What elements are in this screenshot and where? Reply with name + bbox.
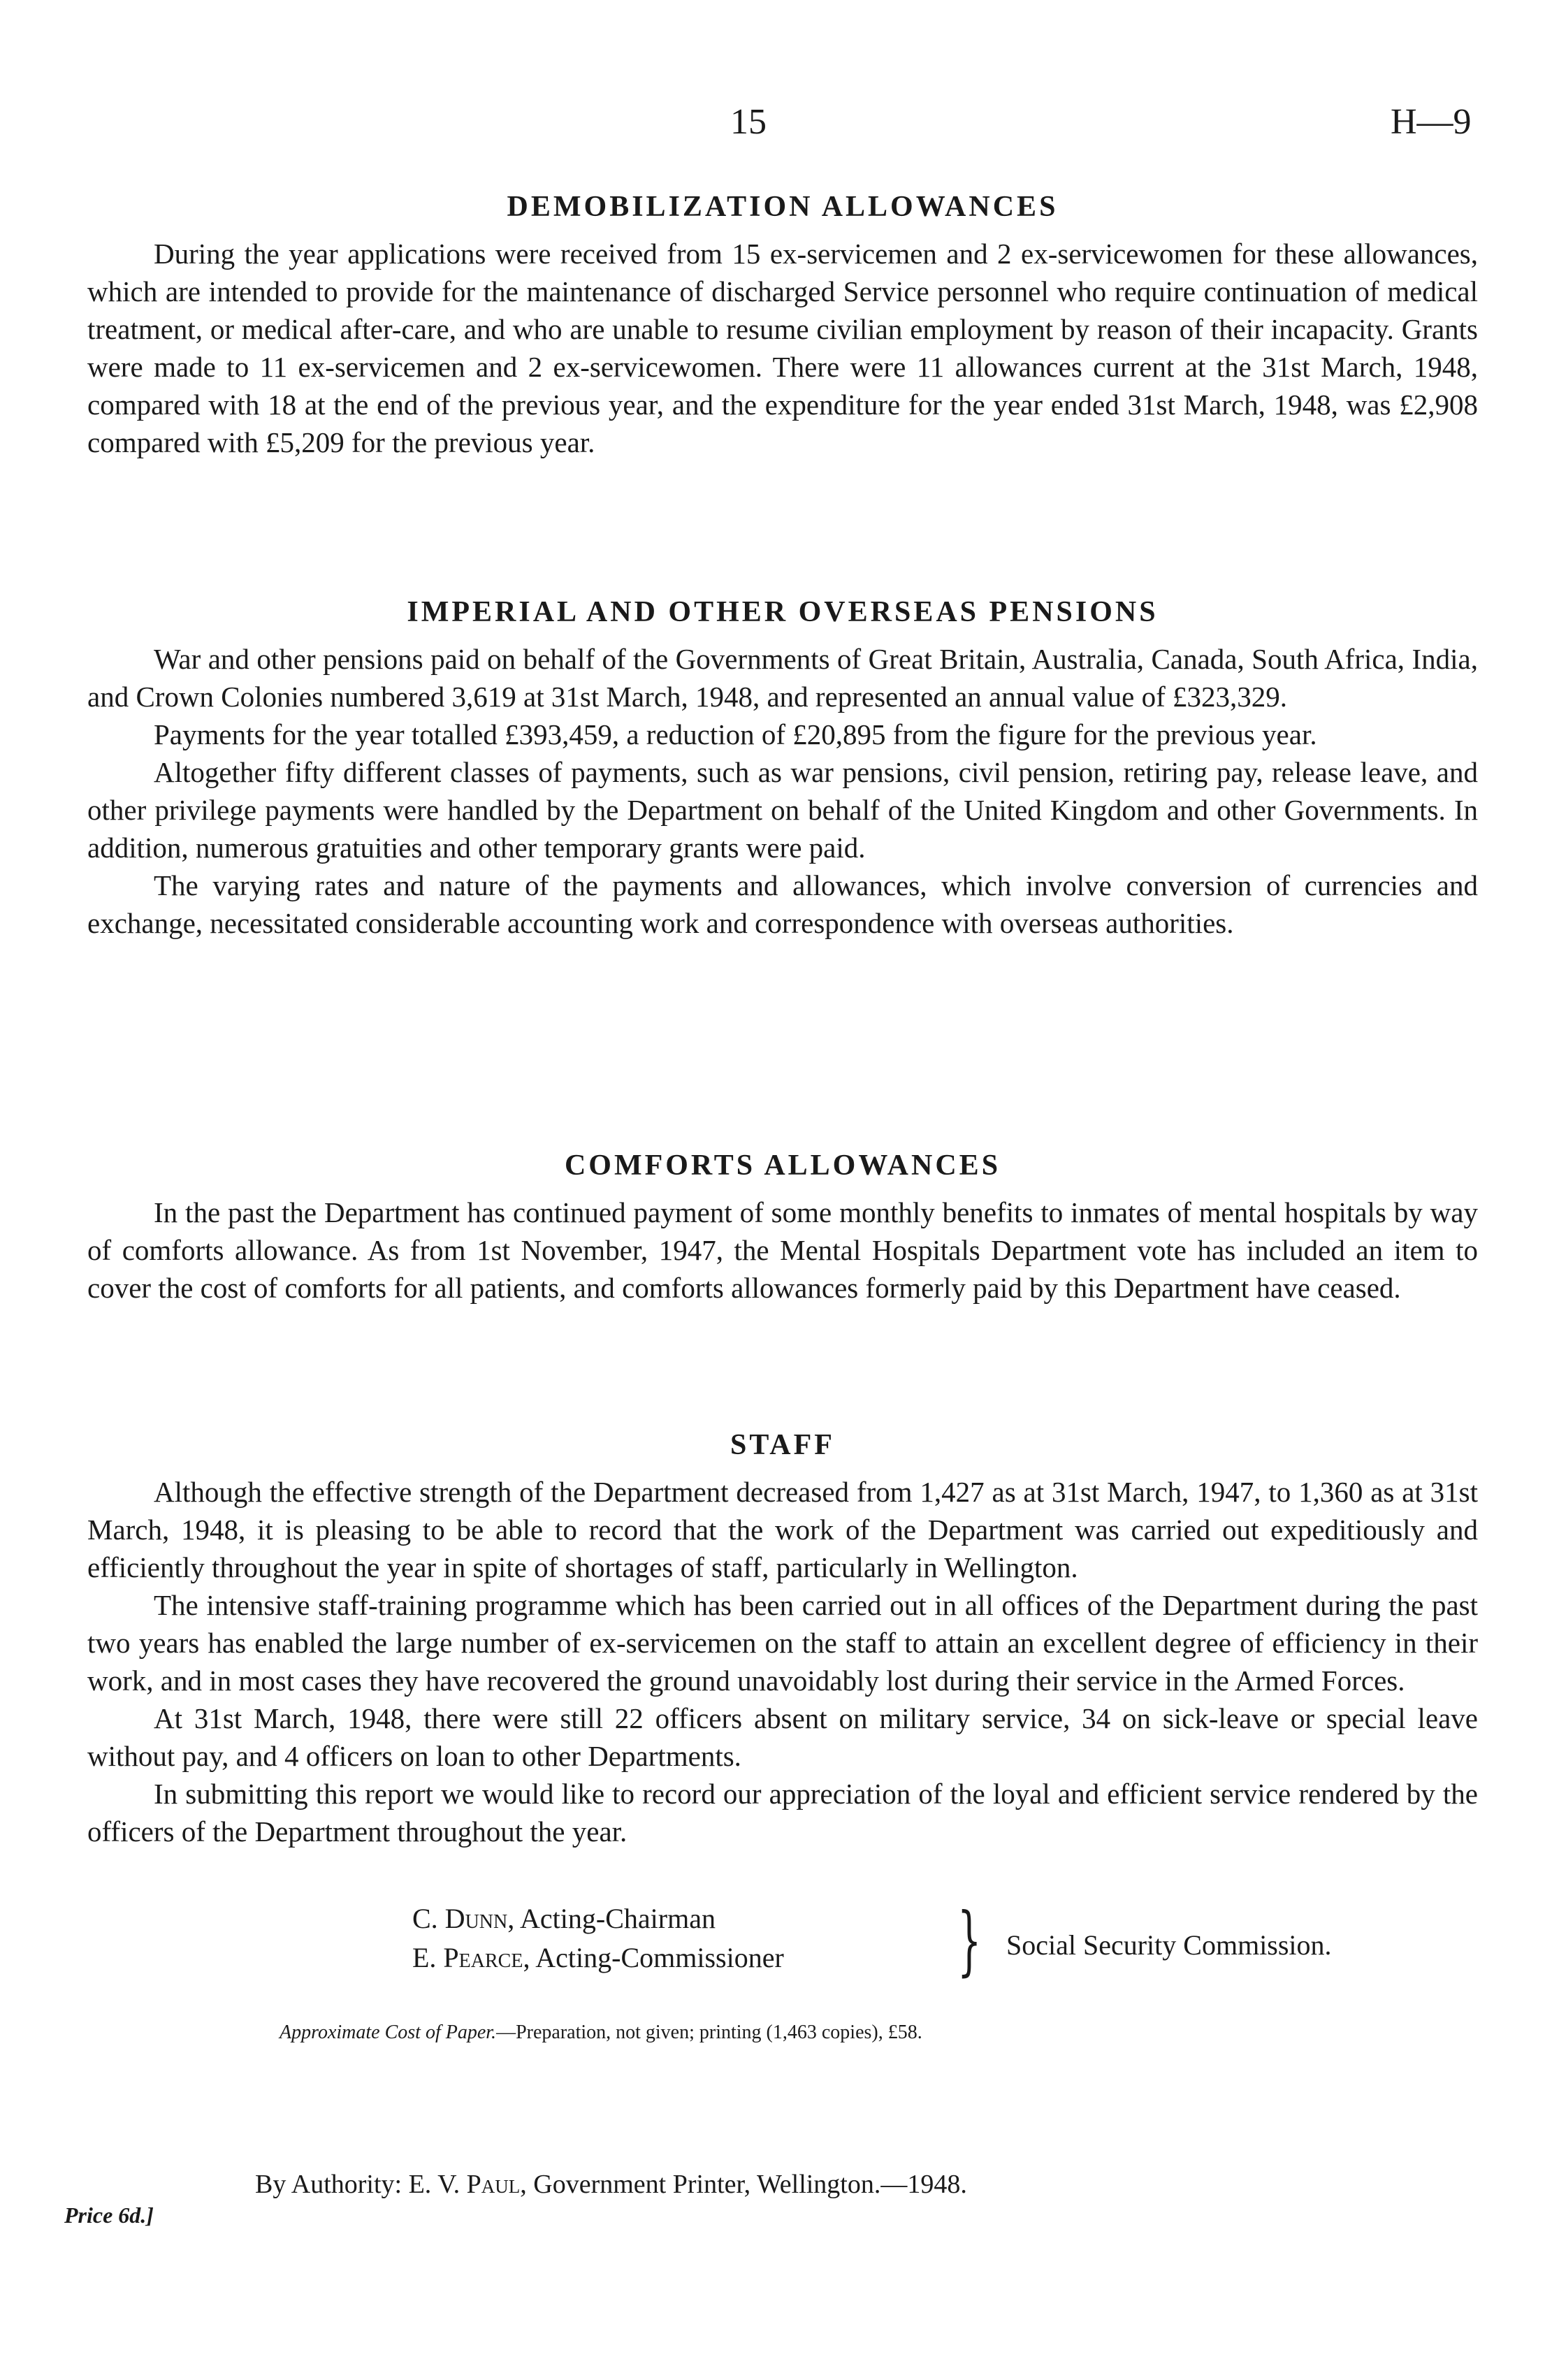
section-heading: IMPERIAL AND OTHER OVERSEAS PENSIONS xyxy=(407,596,1159,628)
signature-block xyxy=(412,1897,1446,1986)
printer-authority xyxy=(255,2169,967,2200)
page-reference: H—9 xyxy=(1391,102,1472,142)
section-heading: COMFORTS ALLOWANCES xyxy=(564,1149,1001,1182)
paragraph: Payments for the year totalled £393,459, a reduction of £20,895 from the figure for the previous year. xyxy=(154,718,1317,750)
paragraph: The intensive staff-training programme which has been carried out in all offices of the Department during the past two years has enabled the large number of ex-servicemen on the staff to attain an excellent degree of efficiency in their work, and in most cases they have recovered the ground unavoidably lost during their service in the Armed Forces. xyxy=(87,1589,1478,1697)
paragraph: Altogether fifty different classes of payments, such as war pensions, civil pension, retiring pay, release leave, and other privilege payments were handled by the Department on behalf of the United Kingdom and other Governments. In addition, numerous gratuities and other temporary grants were paid. xyxy=(87,756,1478,864)
section-demobilization-allowances xyxy=(87,187,1478,461)
paragraph: At 31st March, 1948, there were still 22 officers absent on military service, 34 on sick-leave or special leave without pay, and 4 officers on loan to other Departments. xyxy=(87,1702,1478,1772)
section-comforts-allowances xyxy=(87,1146,1478,1307)
cost-label: Approximate Cost of Paper. xyxy=(280,2022,497,2043)
printer-name: E. V. Paul xyxy=(408,2170,521,2199)
price: Price 6d.] xyxy=(64,2203,154,2228)
signatory-name: E. Pearce xyxy=(412,1942,523,1973)
paragraph: In the past the Department has continued payment of some monthly benefits to inmates of mental hospitals by way of comforts allowance. As from 1st November, 1947, the Mental Hospitals Department vote has included an item to cover the cost of comforts for all patients, and comforts allowances formerly paid by this Department have ceased. xyxy=(87,1196,1478,1304)
signatory-commissioner xyxy=(412,1941,784,1974)
section-imperial-overseas-pensions xyxy=(87,593,1478,942)
signatory-role: , Acting-Commissioner xyxy=(523,1942,784,1973)
signatory-role: , Acting-Chairman xyxy=(507,1903,716,1934)
paragraph: War and other pensions paid on behalf of the Governments of Great Britain, Australia, Canada, South Africa, India, and Crown Colonies numbered 3,619 at 31st March, 1948, and represented an annual value of £323,329. xyxy=(87,643,1478,713)
cost-detail: —Preparation, not given; printing (1,463 copies), £58. xyxy=(496,2022,922,2043)
paragraph: During the year applications were received from 15 ex-servicemen and 2 ex-servicewomen for these allowances, which are intended to provide for the maintenance of discharged Service personnel who require continuation of medical treatment, or medical after-care, and who are unable to resume civilian employment by reason of their incapacity. Grants were made to 11 ex-servicemen and 2 ex-servicewomen. There were 11 allowances current at the 31st March, 1948, compared with 18 at the end of the previous year, and the expenditure for the year ended 31st March, 1948, was £2,908 compared with £5,209 for the previous year. xyxy=(87,238,1478,458)
authority-prefix: By Authority: xyxy=(255,2170,409,2199)
page-number: 15 xyxy=(730,102,767,142)
curly-brace: } xyxy=(957,1897,982,1984)
authority-suffix: , Government Printer, Wellington.—1948. xyxy=(520,2170,967,2199)
signatory-chairman xyxy=(412,1902,716,1935)
commission-name: Social Security Commission. xyxy=(1006,1929,1332,1961)
paragraph: Although the effective strength of the Department decreased from 1,427 as at 31st March, 1947, to 1,360 as at 31st March, 1948, it is pleasing to be able to record that the work of the Department was carried out expeditiously and efficiently throughout the year in spite of shortages of staff, particularly in Wellington. xyxy=(87,1476,1478,1583)
signatory-name: C. Dunn xyxy=(412,1903,508,1934)
paragraph: The varying rates and nature of the payments and allowances, which involve conversion of currencies and exchange, necessitated considerable accounting work and correspondence with overseas authorities. xyxy=(87,869,1478,939)
section-staff xyxy=(87,1425,1478,1850)
cost-note xyxy=(280,2022,922,2044)
section-heading: STAFF xyxy=(730,1429,835,1461)
section-heading: DEMOBILIZATION ALLOWANCES xyxy=(507,191,1059,223)
paragraph: In submitting this report we would like to record our appreciation of the loyal and efficient service rendered by the officers of the Department throughout the year. xyxy=(87,1778,1478,1848)
